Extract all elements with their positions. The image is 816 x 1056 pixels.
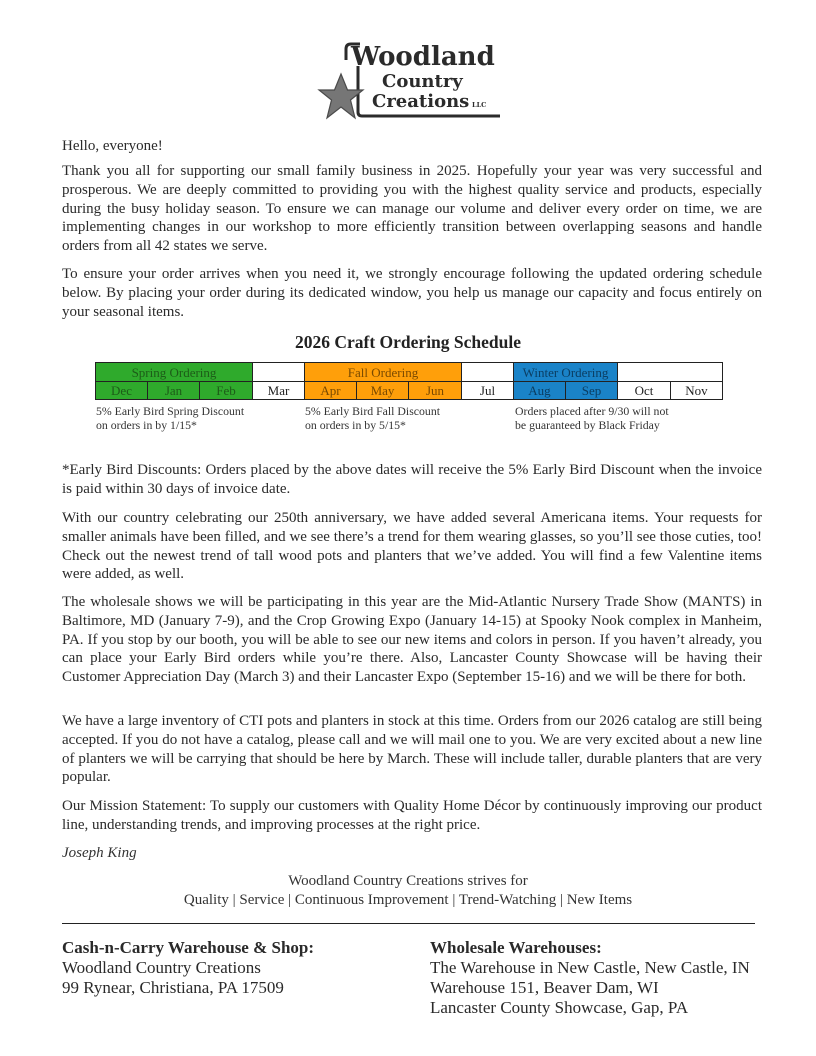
- month-cell: Mar: [252, 381, 305, 400]
- logo-line2: Country: [382, 71, 463, 92]
- schedule-title: 2026 Craft Ordering Schedule: [294, 332, 522, 352]
- footer-shop-heading: Cash-n-Carry Warehouse & Shop:: [62, 938, 315, 957]
- signature: Joseph King: [62, 845, 137, 861]
- window-fall: Fall Ordering: [304, 362, 462, 382]
- footer-shop-line: 99 Rynear, Christiana, PA 17509: [62, 978, 284, 997]
- company-logo: [316, 38, 508, 124]
- paragraph-trade-shows: The wholesale shows we will be participating in this year are the Mid-Atlantic Nursery Trade Show (MANTS) in Baltimore, MD (January 7-9), and the Crop Growing Expo (January 14-15) at Spooky Nook complex in Manheim, PA. If you stop by our booth, you will be able to see our new items and colors in person. If you haven’t already, you can place your Early Bird orders while you’re there. Also, Lancaster County Showcase will be having their Customer Appreciation Day (March 3) and their Lancaster Expo (September 15-16) and we will be there for both.: [62, 594, 762, 685]
- paragraph-mission: Our Mission Statement: To supply our customers with Quality Home Décor by continuously improving our product line, understanding trends, and improving processes at the right price.: [62, 798, 762, 833]
- paragraph-inventory: We have a large inventory of CTI pots and planters in stock at this time. Orders from our 2026 catalog are still being accepted. If you do not have a catalog, please call and we will mail one to you. We are very excited about a new line of planters we will be carrying that should be here by March. These will include taller, durable planters that are very popular.: [62, 713, 762, 786]
- month-cell: Aug: [513, 381, 566, 400]
- month-cell: Dec: [95, 381, 148, 400]
- strives-line1: Woodland Country Creations strives for: [288, 873, 528, 889]
- month-cell: Apr: [304, 381, 357, 400]
- footer-wholesale-line: The Warehouse in New Castle, New Castle, IN: [430, 958, 750, 977]
- footer-shop: [62, 938, 314, 998]
- strives-block: [0, 872, 816, 910]
- footer-wholesale-line: Lancaster County Showcase, Gap, PA: [430, 998, 689, 1017]
- note-fall: 5% Early Bird Fall Discount on orders in by 5/15*: [305, 404, 440, 432]
- strives-values: Quality | Service | Continuous Improvement | Trend-Watching | New Items: [183, 892, 633, 908]
- logo-suffix: LLC: [472, 101, 487, 109]
- month-cell: Jun: [408, 381, 462, 400]
- footer-wholesale-line: Warehouse 151, Beaver Dam, WI: [430, 978, 659, 997]
- window-winter: Winter Ordering: [513, 362, 618, 382]
- logo-line3: Creations: [372, 91, 470, 112]
- footer-divider: [62, 923, 755, 924]
- footer-wholesale: [430, 938, 750, 1018]
- month-cell: May: [356, 381, 409, 400]
- note-spring: 5% Early Bird Spring Discount on orders in by 1/15*: [96, 404, 245, 432]
- month-cell: Feb: [199, 381, 253, 400]
- month-cell: Oct: [617, 381, 671, 400]
- month-cell: Sep: [565, 381, 618, 400]
- paragraph-thanks: Thank you all for supporting our small family business in 2025. Hopefully your year was very successful and prosperous. We are deeply committed to providing you with the highest quality service and products, especially during the busy holiday season. To ensure we can manage our volume and deliver every order on time, we are implementing changes in our workshop to more efficiently transition between overlapping seasons and handle orders from all 42 states we serve.: [62, 163, 762, 254]
- star-icon: [319, 74, 363, 118]
- greeting: Hello, everyone!: [62, 138, 163, 154]
- window-empty-3: [617, 362, 723, 382]
- footer-wholesale-heading: Wholesale Warehouses:: [430, 938, 602, 957]
- window-spring: Spring Ordering: [95, 362, 253, 382]
- footer-shop-line: Woodland Country Creations: [62, 958, 261, 977]
- paragraph-ordering-intro: To ensure your order arrives when you need it, we strongly encourage following the updated ordering schedule below. By placing your order during its dedicated window, you help us manage our capacity and focus entirely on your seasonal items.: [62, 266, 762, 320]
- month-cell: Jan: [147, 381, 200, 400]
- note-winter: Orders placed after 9/30 will not be guaranteed by Black Friday: [515, 404, 669, 432]
- window-empty-2: [461, 362, 514, 382]
- logo-line1: Woodland: [351, 42, 495, 72]
- window-empty-1: [252, 362, 305, 382]
- ordering-schedule-table: [95, 362, 723, 400]
- paragraph-early-bird: *Early Bird Discounts: Orders placed by the above dates will receive the 5% Early Bird Discount when the invoice is paid within 30 days of invoice date.: [62, 462, 762, 497]
- month-cell: Nov: [670, 381, 723, 400]
- paragraph-new-items: With our country celebrating our 250th anniversary, we have added several Americana items. Your requests for smaller animals have been filled, and we see there’s a trend for them wearing glasses, so you’ll see those cuties, too! Check out the newest trend of tall wood pots and planters that we’ve added. You will find a few Valentine items were added, as well.: [62, 510, 762, 583]
- month-cell: Jul: [461, 381, 514, 400]
